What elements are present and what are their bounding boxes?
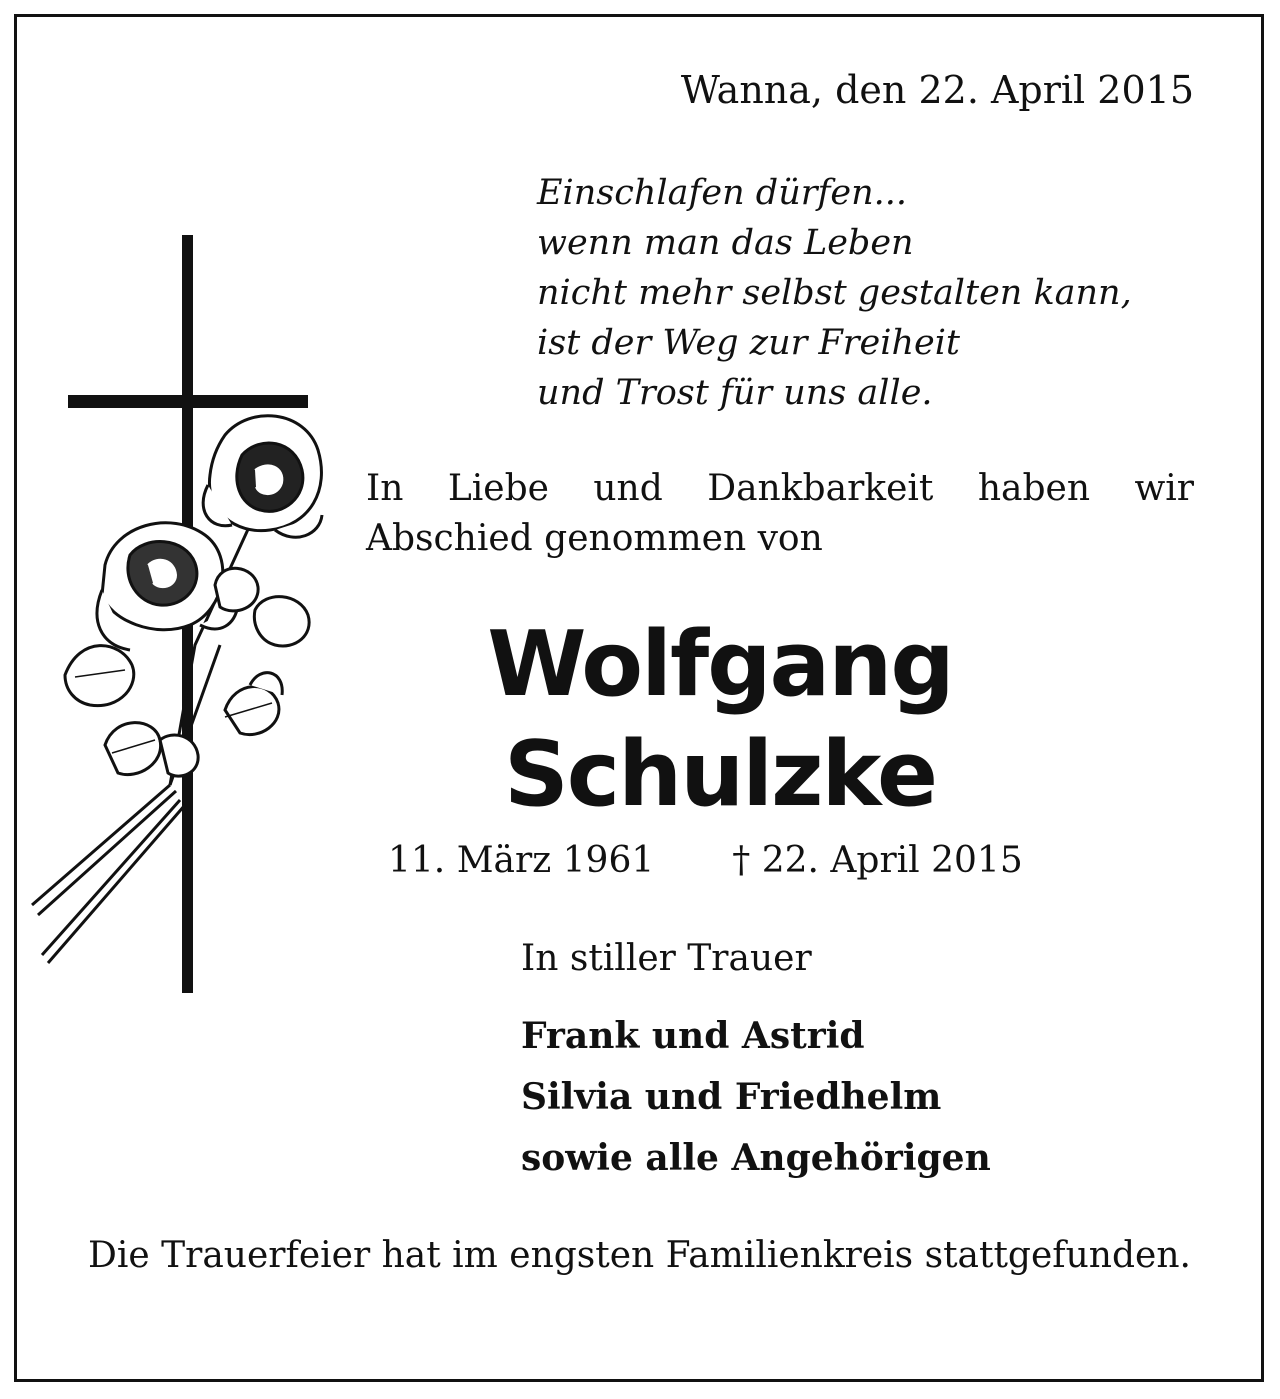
cross-with-roses-icon bbox=[20, 225, 340, 1005]
deceased-first-name: Wolfgang bbox=[487, 612, 953, 717]
mourner-name: Silvia und Friedhelm bbox=[521, 1076, 942, 1118]
verse-line: wenn man das Leben bbox=[537, 223, 914, 263]
upper-rose bbox=[203, 416, 322, 538]
verse bbox=[537, 168, 1132, 418]
verse-line: nicht mehr selbst gestalten kann, bbox=[537, 273, 1132, 313]
birth-date: 11. März 1961 bbox=[388, 840, 655, 881]
intro-text: In Liebe und Dankbarkeit haben wir Abschied genommen von bbox=[366, 468, 1194, 559]
cross-horizontal-beam bbox=[68, 395, 308, 408]
verse-line: Einschlafen dürfen... bbox=[537, 173, 908, 213]
rose-bud bbox=[254, 597, 309, 646]
mourner-name: Frank und Astrid bbox=[521, 1015, 865, 1057]
life-dates bbox=[388, 840, 1023, 881]
death-date: † 22. April 2015 bbox=[732, 840, 1023, 881]
deceased-last-name: Schulzke bbox=[503, 722, 937, 827]
mourners-list bbox=[521, 1006, 991, 1189]
place-date: Wanna, den 22. April 2015 bbox=[680, 68, 1194, 112]
mourning-line: In stiller Trauer bbox=[521, 938, 812, 979]
verse-line: ist der Weg zur Freiheit bbox=[537, 323, 960, 363]
mourner-name: sowie alle Angehörigen bbox=[521, 1137, 991, 1179]
funeral-note: Die Trauerfeier hat im engsten Familienkreis stattgefunden. bbox=[88, 1235, 1191, 1276]
verse-line: und Trost für uns alle. bbox=[537, 373, 933, 413]
